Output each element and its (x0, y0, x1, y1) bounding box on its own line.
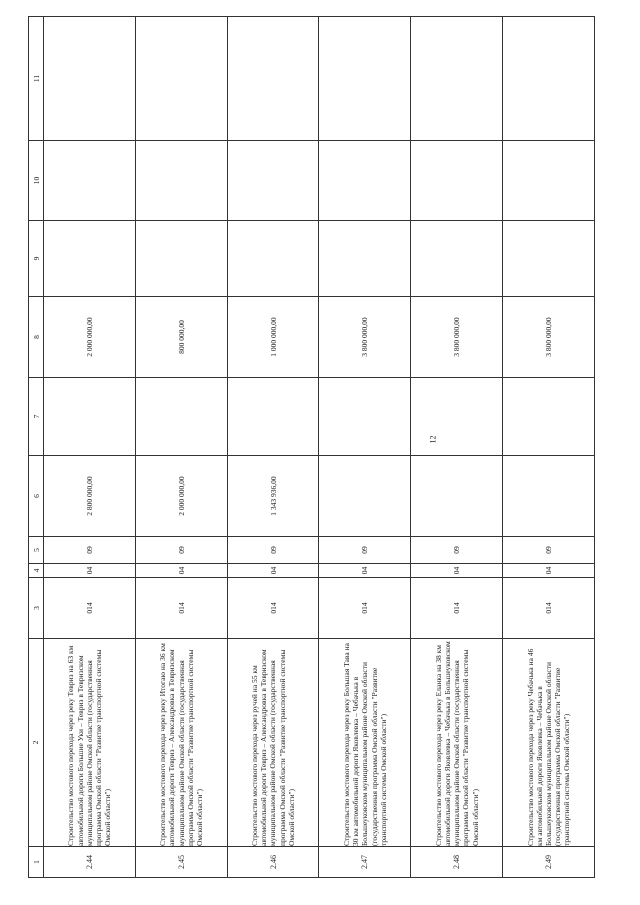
cell-col-3: 014 (411, 578, 503, 639)
table-row (411, 17, 503, 878)
cell-col-3: 014 (44, 578, 136, 639)
cell-col-3: 014 (503, 578, 595, 639)
col-header-11: 11 (29, 17, 44, 141)
row-number: 2.46 (227, 847, 319, 878)
cell-col-7 (411, 378, 503, 456)
table-row (44, 17, 136, 878)
table-row (135, 17, 227, 878)
row-description: Строительство мостового перехода через реку Еланка на 38 км автомобильной дороги Яковлевка – Чебачька в Большеуковском муниципальном районе Омской области (государственная программа Омской области "Развитие транспортной системы Омской области") (411, 639, 503, 847)
cell-col-8: 1 000 000,00 (227, 297, 319, 378)
row-description: Строительство мостового перехода через реку Чебачька на 46 км автомобильной дороги Яковлевка – Чебачька в Большеуковском муниципальном районе Омской области (государственная программа Омской области "Развитие транспортной системы Омской области") (503, 639, 595, 847)
row-description: Строительство мостового перехода через ручей на 55 км автомобильной дороги Тевриз – Александровка в Тевризском муниципальном районе Омской области (государственная программа Омской области "Развитие транспортной системы Омской области") (227, 639, 319, 847)
cell-col-4: 04 (227, 564, 319, 578)
col-header-2: 2 (29, 639, 44, 847)
cell-col-11 (135, 17, 227, 141)
cell-col-3: 014 (135, 578, 227, 639)
cell-col-9 (227, 221, 319, 297)
col-header-8: 8 (29, 297, 44, 378)
cell-col-5: 09 (135, 537, 227, 564)
cell-col-10 (227, 141, 319, 221)
col-header-3: 3 (29, 578, 44, 639)
table-row (227, 17, 319, 878)
cell-col-7 (44, 378, 136, 456)
cell-col-5: 09 (227, 537, 319, 564)
col-header-1: 1 (29, 847, 44, 878)
cell-col-11 (319, 17, 411, 141)
cell-col-11 (44, 17, 136, 141)
row-description: Строительство мостового перехода через реку Итогаю на 36 км автомобильной дороги Тевриз – Александровка в Тевризском муниципальном районе Омской области (государственная программа Омской области "Развитие транспортной системы Омской области") (135, 639, 227, 847)
table-row (503, 17, 595, 878)
cell-col-8: 800 000,00 (135, 297, 227, 378)
cell-col-6: 2 000 000,00 (135, 456, 227, 537)
cell-col-6 (503, 456, 595, 537)
rotated-table-wrapper (28, 28, 595, 878)
cell-col-9 (319, 221, 411, 297)
cell-col-11 (411, 17, 503, 141)
col-header-4: 4 (29, 564, 44, 578)
cell-col-4: 04 (44, 564, 136, 578)
row-number: 2.48 (411, 847, 503, 878)
table-row (319, 17, 411, 878)
cell-col-7 (319, 378, 411, 456)
row-number: 2.45 (135, 847, 227, 878)
page-number: 12 (428, 435, 438, 444)
cell-col-7 (503, 378, 595, 456)
col-header-7: 7 (29, 378, 44, 456)
cell-col-11 (227, 17, 319, 141)
cell-col-9 (503, 221, 595, 297)
cell-col-10 (503, 141, 595, 221)
cell-col-9 (411, 221, 503, 297)
cell-col-6: 2 800 000,00 (44, 456, 136, 537)
cell-col-7 (227, 378, 319, 456)
cell-col-9 (44, 221, 136, 297)
row-description: Строительство мостового перехода через реку Большая Тава на 30 км автомобильной дороги Яковлевка – Чебачька в Большеуковском муниципальном районе Омской области (государственная программа Омской области "Развитие транспортной системы Омской области") (319, 639, 411, 847)
cell-col-6: 1 343 936,00 (227, 456, 319, 537)
col-header-10: 10 (29, 141, 44, 221)
cell-col-5: 09 (411, 537, 503, 564)
cell-col-8: 3 800 000,00 (411, 297, 503, 378)
cell-col-4: 04 (411, 564, 503, 578)
row-description: Строительство мостового перехода через реку Тевриз на 63 км автомобильной дороги Большие Уки – Тевриз в Тевризском муниципальном районе Омской области (государственная программа Омской области "Развитие транспортной системы Омской области") (44, 639, 136, 847)
cell-col-8: 2 000 000,00 (44, 297, 136, 378)
row-number: 2.47 (319, 847, 411, 878)
col-header-5: 5 (29, 537, 44, 564)
cell-col-3: 014 (227, 578, 319, 639)
row-number: 2.49 (503, 847, 595, 878)
budget-table (28, 16, 595, 878)
row-number: 2.44 (44, 847, 136, 878)
cell-col-10 (44, 141, 136, 221)
col-header-9: 9 (29, 221, 44, 297)
cell-col-5: 09 (503, 537, 595, 564)
cell-col-10 (411, 141, 503, 221)
cell-col-5: 09 (319, 537, 411, 564)
col-header-6: 6 (29, 456, 44, 537)
cell-col-8: 3 800 000,00 (319, 297, 411, 378)
cell-col-9 (135, 221, 227, 297)
cell-col-6 (319, 456, 411, 537)
cell-col-8: 3 800 000,00 (503, 297, 595, 378)
cell-col-4: 04 (503, 564, 595, 578)
cell-col-5: 09 (44, 537, 136, 564)
cell-col-11 (503, 17, 595, 141)
header-row (29, 17, 44, 878)
cell-col-4: 04 (135, 564, 227, 578)
cell-col-10 (319, 141, 411, 221)
cell-col-7 (135, 378, 227, 456)
cell-col-4: 04 (319, 564, 411, 578)
cell-col-10 (135, 141, 227, 221)
cell-col-6 (411, 456, 503, 537)
cell-col-3: 014 (319, 578, 411, 639)
